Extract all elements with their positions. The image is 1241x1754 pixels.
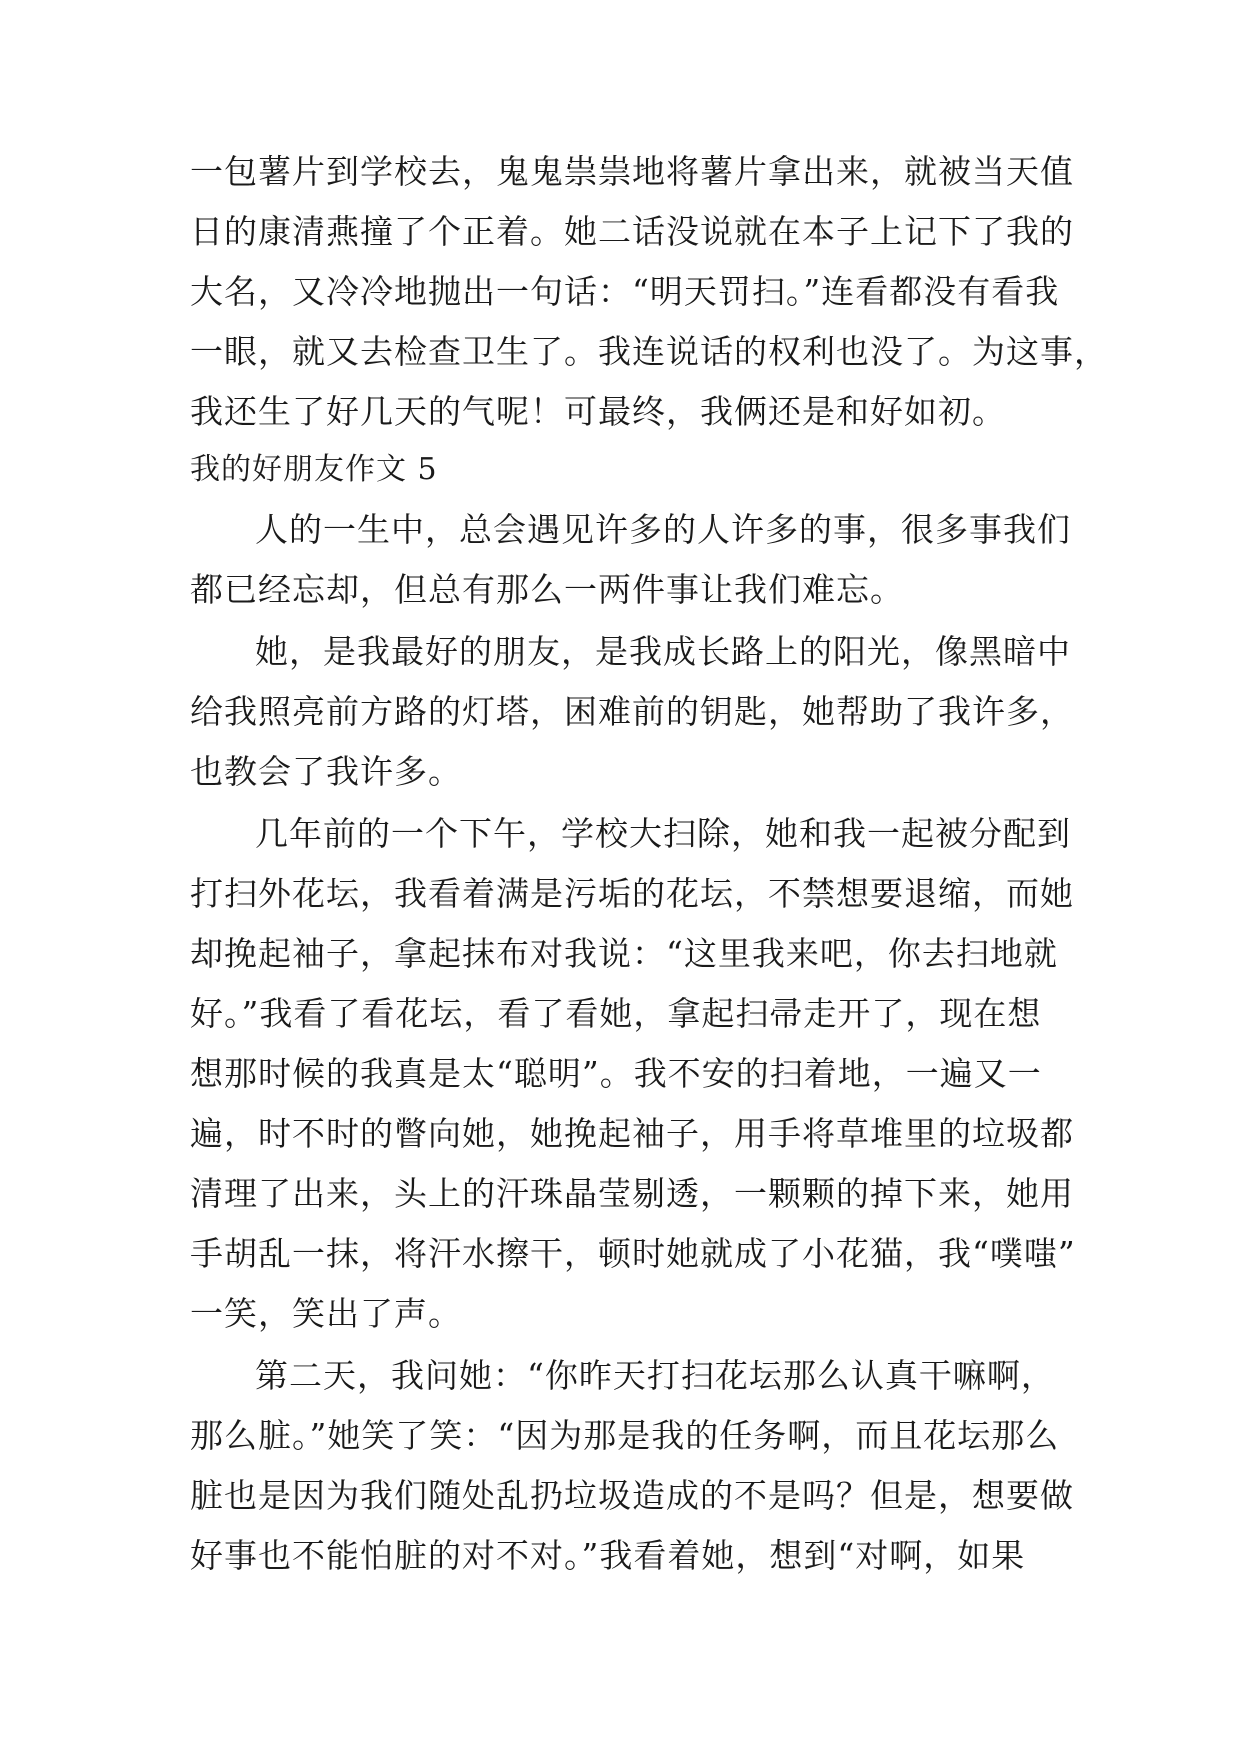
text-line: 都已经忘却，但总有那么一两件事让我们难忘。 (190, 570, 904, 609)
text-line: 遍，时不时的瞥向她，她挽起袖子，用手将草堆里的垃圾都 (190, 1114, 1074, 1153)
text-line: 一包薯片到学校去，鬼鬼祟祟地将薯片拿出来，就被当天值 (190, 152, 1074, 191)
text-line: 清理了出来，头上的汗珠晶莹剔透，一颗颗的掉下来，她用 (190, 1174, 1074, 1213)
text-line: 一笑，笑出了声。 (190, 1294, 462, 1333)
paragraph-first-line: 她，是我最好的朋友，是我成长路上的阳光，像黑暗中 (255, 632, 1071, 671)
text-line: 给我照亮前方路的灯塔，困难前的钥匙，她帮助了我许多， (190, 692, 1074, 731)
text-line: 打扫外花坛，我看着满是污垢的花坛，不禁想要退缩，而她 (190, 874, 1074, 913)
text-line: 那么脏。”她笑了笑：“因为那是我的任务啊，而且花坛那么 (190, 1416, 1060, 1455)
text-line: 好事也不能怕脏的对不对。”我看着她，想到“对啊，如果 (190, 1536, 1026, 1575)
text-line: 却挽起袖子，拿起抹布对我说：“这里我来吧，你去扫地就 (190, 934, 1058, 973)
text-line: 想那时候的我真是太“聪明”。我不安的扫着地，一遍又一 (190, 1054, 1042, 1093)
text-line: 脏也是因为我们随处乱扔垃圾造成的不是吗？但是，想要做 (190, 1476, 1074, 1515)
text-line: 我还生了好几天的气呢！可最终，我俩还是和好如初。 (190, 392, 1006, 431)
section-heading: 我的好朋友作文 5 (190, 452, 438, 487)
text-line: 好。”我看了看花坛，看了看她，拿起扫帚走开了，现在想 (190, 994, 1042, 1033)
text-line: 大名，又冷冷地抛出一句话：“明天罚扫。”连看都没有看我 (190, 272, 1060, 311)
text-line: 手胡乱一抹，将汗水擦干，顿时她就成了小花猫，我“噗嗤” (190, 1234, 1076, 1273)
paragraph-first-line: 第二天，我问她：“你昨天打扫花坛那么认真干嘛啊， (255, 1356, 1055, 1395)
text-line: 也教会了我许多。 (190, 752, 462, 791)
text-line: 日的康清燕撞了个正着。她二话没说就在本子上记下了我的 (190, 212, 1074, 251)
paragraph-first-line: 人的一生中，总会遇见许多的人许多的事，很多事我们 (255, 510, 1071, 549)
paragraph-first-line: 几年前的一个下午，学校大扫除，她和我一起被分配到 (255, 814, 1071, 853)
text-line: 一眼，就又去检查卫生了。我连说话的权利也没了。为这事， (190, 332, 1108, 371)
